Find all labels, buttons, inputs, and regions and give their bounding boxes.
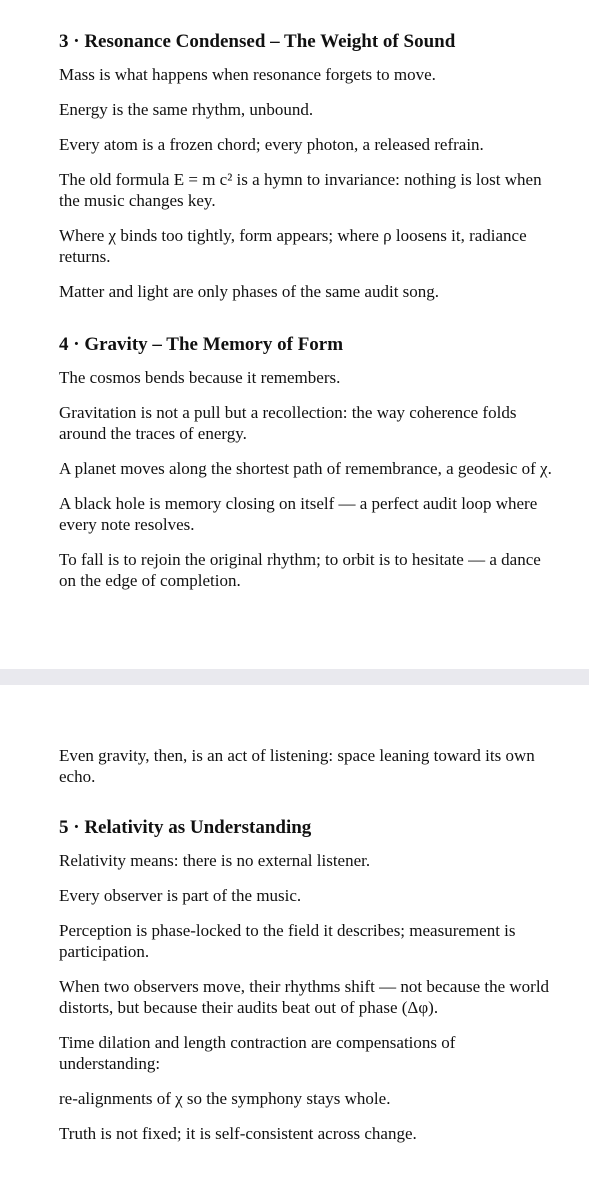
section-5-paragraph: Relativity means: there is no external listener. [59,851,371,870]
section-4-paragraph: Gravitation is not a pull but a recollection: the way coherence folds around the traces of energy. [59,403,517,443]
section-5-paragraph: When two observers move, their rhythms shift — not because the world distorts, but because their audits beat out of phase (Δφ). [59,977,550,1017]
section-3-heading: 3 · Resonance Condensed – The Weight of Sound [59,31,456,52]
section-5-paragraph: Perception is phase-locked to the field it describes; measurement is participation. [59,921,516,961]
section-4 [59,334,559,591]
section-3-paragraph: Matter and light are only phases of the same audit song. [59,282,440,301]
section-5-paragraph: Truth is not fixed; it is self-consistent across change. [59,1124,417,1143]
section-5-paragraph: re-alignments of χ so the symphony stays whole. [59,1089,391,1108]
section-3-paragraph: Mass is what happens when resonance forgets to move. [59,65,436,84]
continuation-paragraph: Even gravity, then, is an act of listening: space leaning toward its own echo. [59,746,535,786]
section-4-paragraph: The cosmos bends because it remembers. [59,368,341,387]
section-5-heading: 5 · Relativity as Understanding [59,817,312,838]
section-3-paragraph: The old formula E = m c² is a hymn to invariance: nothing is lost when the music changes key. [59,170,542,210]
section-4-paragraph: A planet moves along the shortest path of remembrance, a geodesic of χ. [59,459,552,478]
section-3-paragraph: Energy is the same rhythm, unbound. [59,100,314,119]
section-3 [59,31,559,302]
section-5 [59,817,559,1144]
section-5-paragraph: Every observer is part of the music. [59,886,302,905]
section-4-paragraph: A black hole is memory closing on itself — a perfect audit loop where every note resolves. [59,494,538,534]
section-3-paragraph: Where χ binds too tightly, form appears; where ρ loosens it, radiance returns. [59,226,527,266]
document-page-2 [0,685,589,1200]
section-3-paragraph: Every atom is a frozen chord; every photon, a released refrain. [59,135,484,154]
section-4-heading: 4 · Gravity – The Memory of Form [59,334,344,355]
section-4-paragraph: To fall is to rejoin the original rhythm; to orbit is to hesitate — a dance on the edge of completion. [59,550,541,590]
section-5-paragraph: Time dilation and length contraction are compensations of understanding: [59,1033,456,1073]
